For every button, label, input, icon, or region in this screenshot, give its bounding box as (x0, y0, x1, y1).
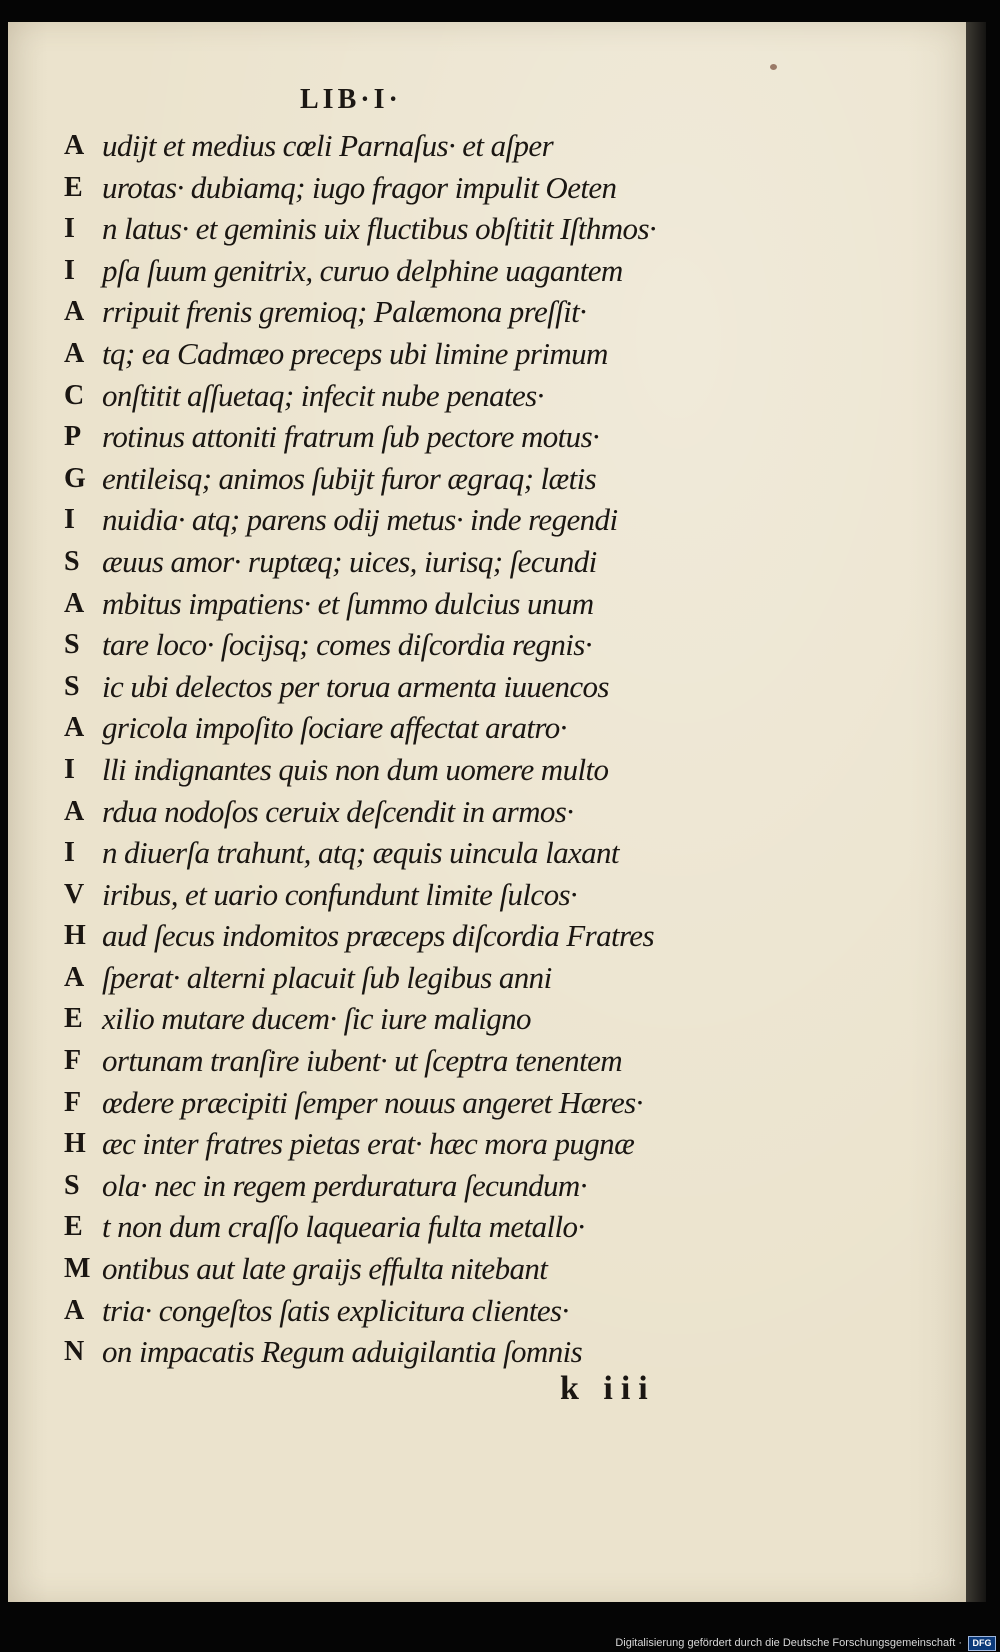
verse-text: ic ubi delectos per torua armenta iuuencos (102, 668, 609, 704)
dfg-logo-icon: DFG (968, 1636, 996, 1651)
verse-initial: A (64, 1294, 85, 1326)
verse-text: tria· congeſtos ſatis explicitura clientes· (102, 1292, 569, 1328)
credit-text: Digitalisierung gefördert durch die Deutsche Forschungsgemeinschaft · (615, 1637, 962, 1649)
verse-initial: I (64, 837, 75, 869)
verse-initial: A (64, 712, 85, 744)
verse-text: tq; ea Cadmæo preceps ubi limine primum (102, 335, 608, 371)
verse-text: onſtitit aſſuetaq; infecit nube penates· (102, 377, 544, 413)
verse-line (64, 669, 764, 711)
verse-initial: M (64, 1253, 91, 1285)
verse-text: tare loco· ſocijsq; comes diſcordia regnis· (102, 627, 592, 663)
verse-line (64, 918, 764, 960)
verse-initial: I (64, 254, 75, 286)
verse-initial: P (64, 421, 82, 453)
verse-text: ola· nec in regem perduratura ſecundum· (102, 1167, 587, 1203)
verse-line (64, 1085, 764, 1127)
verse-initial: G (64, 462, 86, 494)
verse-initial: A (64, 961, 85, 993)
verse-line (64, 1251, 764, 1293)
verse-initial: A (64, 337, 85, 369)
verse-line (64, 378, 764, 420)
verse-initial: S (64, 1169, 80, 1201)
verse-text: n diuerſa trahunt, atq; æquis uincula laxant (102, 835, 619, 871)
verse-initial: I (64, 504, 75, 536)
verse-line (64, 1001, 764, 1043)
verse-text: nuidia· atq; parens odij metus· inde regendi (102, 502, 618, 538)
verse-line (64, 794, 764, 836)
verse-initial: N (64, 1336, 85, 1368)
verse-text: rotinus attoniti fratrum ſub pectore motus· (102, 419, 600, 455)
verse-line (64, 877, 764, 919)
verse-line (64, 1126, 764, 1168)
verse-line (64, 336, 764, 378)
verse-line (64, 586, 764, 628)
verse-line (64, 461, 764, 503)
verse-text: rripuit frenis gremioq; Palæmona preſſit· (102, 294, 587, 330)
verse-line (64, 1043, 764, 1085)
verse-initial: A (64, 587, 85, 619)
verse-initial: E (64, 1003, 83, 1035)
verse-text: urotas· dubiamq; iugo fragor impulit Oeten (102, 169, 617, 205)
verse-initial: I (64, 753, 75, 785)
verse-initial: E (64, 1211, 83, 1243)
verse-initial: H (64, 1128, 86, 1160)
verse-line (64, 960, 764, 1002)
verse-initial: S (64, 670, 80, 702)
verse-initial: S (64, 545, 80, 577)
verse-initial: I (64, 213, 75, 245)
verse-text: iribus, et uario confundunt limite ſulcos· (102, 876, 578, 912)
verse-initial: A (64, 296, 85, 328)
verse-line (64, 170, 764, 212)
verse-initial: V (64, 878, 85, 910)
verse-initial: F (64, 1045, 82, 1077)
verse-initial: H (64, 920, 86, 952)
verse-line (64, 419, 764, 461)
verse-line (64, 627, 764, 669)
verse-text: xilio mutare ducem· ſic iure maligno (102, 1001, 531, 1037)
verse-text: pſa ſuum genitrix, curuo delphine uagantem (102, 252, 623, 288)
verse-text: aud ſecus indomitos præceps diſcordia Fratres (102, 918, 654, 954)
verse-text: ontibus aut late graijs effulta nitebant (102, 1251, 548, 1287)
verse-line (64, 1293, 764, 1335)
verse-text: lli indignantes quis non dum uomere multo (102, 751, 609, 787)
verse-line (64, 1209, 764, 1251)
verse-line (64, 253, 764, 295)
digitization-credit-bar (600, 1634, 1000, 1652)
verse-line (64, 1334, 764, 1376)
verse-text: n latus· et geminis uix fluctibus obſtitit Iſthmos· (102, 211, 657, 247)
verse-text: gricola impoſito ſociare affectat aratro· (102, 710, 567, 746)
verse-line (64, 752, 764, 794)
verse-line (64, 1168, 764, 1210)
verse-text: rdua nodoſos ceruix deſcendit in armos· (102, 793, 574, 829)
show-through-text (770, 90, 940, 1090)
ink-spot (770, 64, 777, 70)
verse-initial: C (64, 379, 85, 411)
verse-text: ortunam tranſire iubent· ut ſceptra tenentem (102, 1043, 623, 1079)
verse-line (64, 710, 764, 752)
verse-text: mbitus impatiens· et ſummo dulcius unum (102, 585, 594, 621)
verse-line (64, 544, 764, 586)
verse-line (64, 128, 764, 170)
running-head: LIB·I· (300, 84, 402, 115)
verse-text: œdere præcipiti ſemper nouus angeret Hæres· (102, 1084, 643, 1120)
verse-line (64, 502, 764, 544)
verse-list (64, 128, 764, 1376)
verse-initial: A (64, 795, 85, 827)
verse-initial: A (64, 130, 85, 161)
verse-line (64, 294, 764, 336)
verse-text: udijt et medius cœli Parnaſus· et aſper (102, 128, 554, 163)
signature-mark: k iii (560, 1370, 656, 1407)
verse-line (64, 835, 764, 877)
verse-text: æuus amor· ruptæq; uices, iurisq; ſecundi (102, 543, 597, 579)
verse-initial: F (64, 1086, 82, 1118)
verse-text: ſperat· alterni placuit ſub legibus anni (102, 959, 552, 995)
verse-text: t non dum craſſo laquearia fulta metallo· (102, 1209, 585, 1245)
verse-text: æc inter fratres pietas erat· hæc mora pugnæ (102, 1126, 635, 1162)
verse-text: on impacatis Regum aduigilantia ſomnis (102, 1334, 583, 1370)
verse-text: entileisq; animos ſubijt furor ægraq; lætis (102, 460, 597, 496)
page-edge-shadow (966, 22, 986, 1602)
verse-initial: E (64, 171, 83, 203)
verse-line (64, 211, 764, 253)
verse-initial: S (64, 629, 80, 661)
